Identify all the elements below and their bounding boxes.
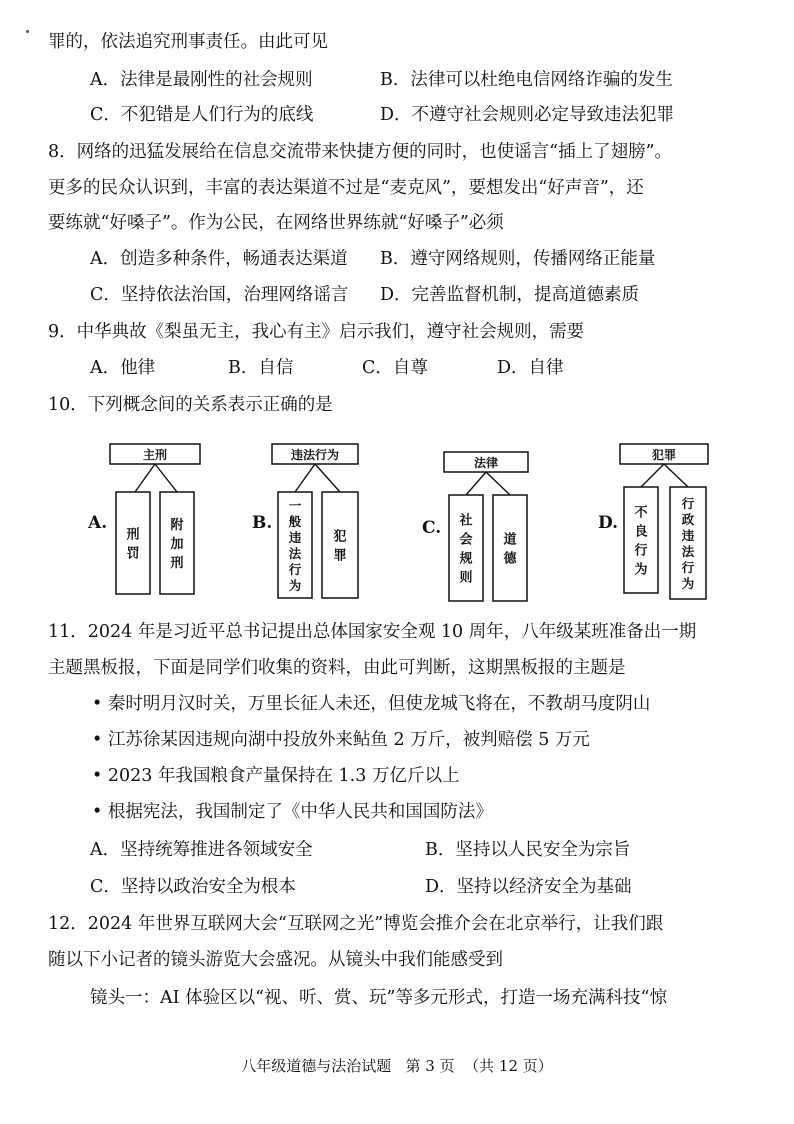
q10-diagram-c-right-label xyxy=(503,531,517,566)
q10-diagram-b-connector-right xyxy=(315,464,340,492)
q11-stem-line-2: 主题黑板报，下面是同学们收集的资料，由此可判断，这期黑板报的主题是 xyxy=(48,658,626,678)
q10-stem: 10．下列概念间的关系表示正确的是 xyxy=(48,395,333,415)
q10-diagram-b-right-box xyxy=(322,492,358,598)
q10-diagram-d-connector-left xyxy=(641,464,664,487)
q10-diagram-d-letter: D. xyxy=(598,513,619,533)
q10-diagram-c xyxy=(422,452,528,601)
q10-diagram-d-top-label: 犯罪 xyxy=(651,448,677,462)
q10-diagram-c-left-label xyxy=(458,512,472,585)
page-footer: 八年级道德与法治试题 第 3 页 （共 12 页） xyxy=(241,1057,553,1075)
q10-diagram-d xyxy=(598,444,708,599)
q7-option-d: D．不遵守社会规则必定导致违法犯罪 xyxy=(380,105,675,125)
diagram-label-char: 刑 xyxy=(126,527,140,543)
q8-stem-line-2: 更多的民众认识到，丰富的表达渠道不过是“麦克风”，要想发出“好声音”，还 xyxy=(48,178,644,198)
q10-diagram-a-connector-right xyxy=(155,464,177,492)
diagram-label-char: 加 xyxy=(170,536,184,552)
q9-option-b: B．自信 xyxy=(228,358,294,378)
q8-option-a: A．创造多种条件，畅通表达渠道 xyxy=(90,249,348,269)
q10-diagram-a-right-label xyxy=(170,517,183,571)
diagram-label-char: 道 xyxy=(503,532,517,548)
diagram-label-char: 般 xyxy=(288,513,302,529)
diagram-label-char: 社 xyxy=(459,513,473,529)
diagram-label-char: 行 xyxy=(634,543,648,559)
diagram-label-char: 为 xyxy=(681,575,695,591)
diagram-label-char: 会 xyxy=(459,532,473,548)
q10-diagram-a-connector-left xyxy=(135,464,155,492)
diagram-label-char: 为 xyxy=(288,577,302,593)
q11-option-b: B．坚持以人民安全为宗旨 xyxy=(425,840,631,860)
q12-stem-line-1: 12．2024 年世界互联网大会“互联网之光”博览会推介会在北京举行，让我们跟 xyxy=(48,914,664,934)
q10-diagrams xyxy=(0,430,794,610)
q11-material-3: • 2023 年我国粮食产量保持在 1.3 万亿斤以上 xyxy=(92,766,460,786)
scan-speck xyxy=(26,30,29,33)
q10-diagram-a-left-label xyxy=(126,526,139,561)
q7-option-c: C．不犯错是人们行为的底线 xyxy=(90,105,314,125)
diagram-label-char: 德 xyxy=(503,551,517,567)
q11-option-a: A．坚持统筹推进各领域安全 xyxy=(90,840,313,860)
q10-diagram-b xyxy=(252,444,358,598)
q10-diagram-a-left-box xyxy=(116,492,150,594)
q8-option-b: B．遵守网络规则，传播网络正能量 xyxy=(380,249,656,269)
diagram-label-char: 良 xyxy=(634,524,648,540)
diagram-label-char: 罪 xyxy=(333,548,347,564)
diagram-label-char: 行 xyxy=(288,561,302,577)
q10-diagram-b-right-label xyxy=(333,528,346,563)
diagram-label-char: 规 xyxy=(459,551,473,567)
q11-option-d: D．坚持以经济安全为基础 xyxy=(425,877,632,897)
diagram-label-char: 法 xyxy=(681,543,695,559)
diagram-label-char: 行 xyxy=(681,495,695,511)
q9-option-d: D．自律 xyxy=(497,358,564,378)
diagram-label-char: 行 xyxy=(681,559,695,575)
q10-diagram-a-letter: A. xyxy=(88,513,108,533)
q10-diagram-d-right-label xyxy=(681,496,695,591)
q9-stem: 9．中华典故《梨虽无主，我心有主》启示我们，遵守社会规则，需要 xyxy=(48,322,585,342)
diagram-label-char: 不 xyxy=(634,505,648,521)
q10-diagram-a xyxy=(87,444,200,594)
q11-material-1: • 秦时明月汉时关，万里长征人未还，但使龙城飞将在，不教胡马度阴山 xyxy=(92,694,651,714)
q9-option-c: C．自尊 xyxy=(362,358,428,378)
q12-scene-one: 镜头一：AI 体验区以“视、听、赏、玩”等多元形式，打造一场充满科技“惊 xyxy=(90,988,667,1008)
q10-diagram-b-connector-left xyxy=(295,464,315,492)
q11-material-2: • 江苏徐某因违规向湖中投放外来鲇鱼 2 万斤，被判赔偿 5 万元 xyxy=(92,730,590,750)
diagram-label-char: 法 xyxy=(288,545,302,561)
q12-stem-line-2: 随以下小记者的镜头游览大会盛况。从镜头中我们能感受到 xyxy=(48,950,503,970)
q7-stem-continuation: 罪的，依法追究刑事责任。由此可见 xyxy=(48,32,328,52)
q7-option-a: A．法律是最刚性的社会规则 xyxy=(90,70,313,90)
q10-diagram-d-left-label xyxy=(634,504,647,577)
diagram-label-char: 政 xyxy=(681,511,695,527)
q8-option-c: C．坚持依法治国，治理网络谣言 xyxy=(90,285,349,305)
q8-stem-line-1: 8．网络的迅猛发展给在信息交流带来快捷方便的同时，也使谣言“插上了翅膀”。 xyxy=(48,142,673,162)
q10-diagram-c-connector-right xyxy=(486,472,510,495)
diagram-label-char: 一 xyxy=(288,497,302,513)
diagram-label-char: 则 xyxy=(459,570,473,586)
q7-option-b: B．法律可以杜绝电信网络诈骗的发生 xyxy=(380,70,673,90)
q8-option-d: D．完善监督机制，提高道德素质 xyxy=(380,285,640,305)
diagram-label-char: 违 xyxy=(681,527,695,543)
diagram-label-char: 附 xyxy=(170,517,184,533)
q10-diagram-c-top-label: 法律 xyxy=(473,456,499,470)
q11-material-4: • 根据宪法，我国制定了《中华人民共和国国防法》 xyxy=(92,802,493,822)
q10-diagram-b-letter: B. xyxy=(252,513,273,533)
diagram-label-char: 犯 xyxy=(333,529,347,545)
q11-option-c: C．坚持以政治安全为根本 xyxy=(90,877,296,897)
diagram-label-char: 罚 xyxy=(126,546,140,562)
diagram-label-char: 违 xyxy=(288,529,302,545)
q10-diagram-c-letter: C. xyxy=(422,518,442,538)
q10-diagram-c-connector-left xyxy=(466,472,486,495)
q10-diagram-a-top-label: 主刑 xyxy=(142,448,168,462)
q10-diagram-c-right-box xyxy=(493,495,527,601)
q9-option-a: A．他律 xyxy=(90,358,156,378)
q11-stem-line-1: 11．2024 年是习近平总书记提出总体国家安全观 10 周年，八年级某班准备出一期 xyxy=(48,622,697,642)
q10-diagram-d-connector-right xyxy=(664,464,688,487)
diagram-label-char: 为 xyxy=(634,562,648,578)
diagram-label-char: 刑 xyxy=(170,555,184,571)
q10-diagram-b-left-label xyxy=(288,498,302,593)
q8-stem-line-3: 要练就“好嗓子”。作为公民，在网络世界练就“好嗓子”必须 xyxy=(48,213,504,233)
q10-diagram-b-top-label: 违法行为 xyxy=(290,448,340,462)
